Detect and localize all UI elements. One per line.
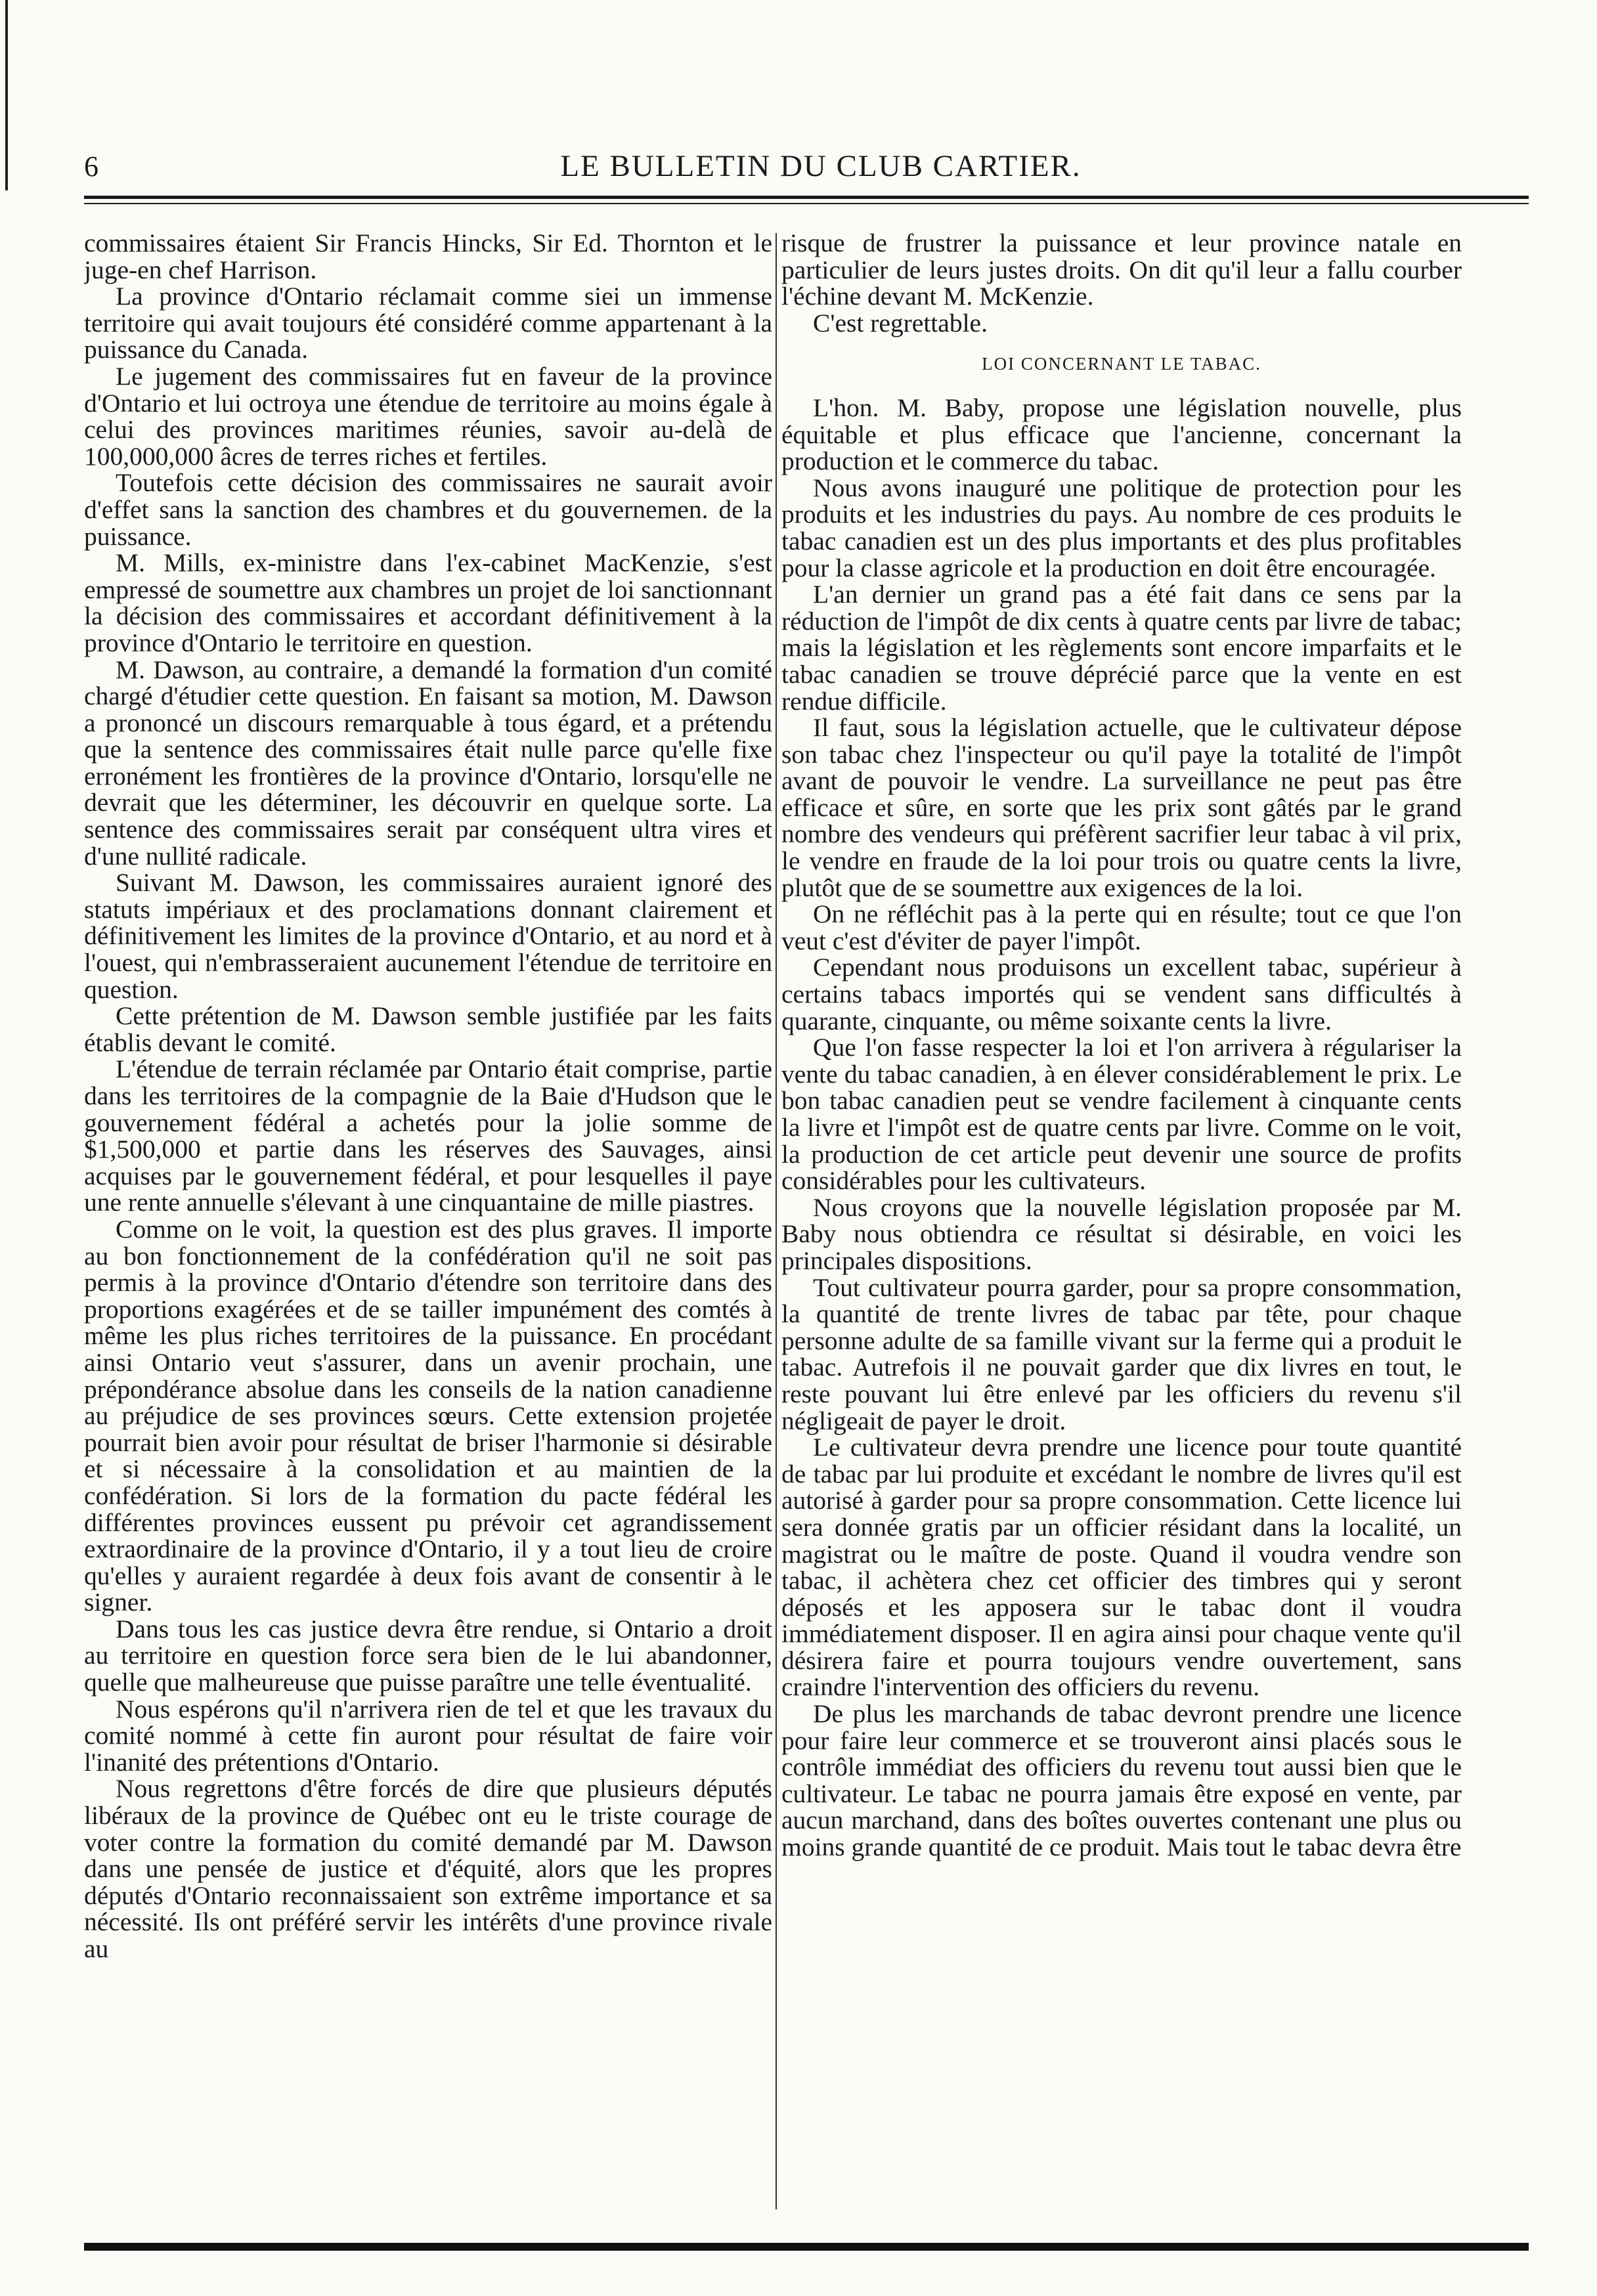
bottom-border [84, 2243, 1529, 2251]
paragraph: Nous croyons que la nouvelle législation proposée par M. Baby nous obtiendra ce résultat si désirable, en voici les principales dispositions. [781, 1192, 1462, 1275]
paragraph: Il faut, sous la législation actuelle, que le cultivateur dépose son tabac chez l'inspecteur ou qu'il paye la totalité de l'impôt avant de pouvoir le vendre. La surveillance ne peut pas être efficace et sûre, en sorte que les prix sont gâtés par le grand nombre des vendeurs qui préfèrent sacrifier leur tabac à vil prix, le vendre en fraude de la loi pour trois ou quatre cents la livre, plutôt que de se soumettre aux exigences de la loi. [781, 713, 1462, 902]
paragraph: L'hon. M. Baby, propose une législation nouvelle, plus équitable et plus efficace que l'ancienne, concernant la production et le commerce du tabac. [781, 393, 1462, 476]
paragraph: L'étendue de terrain réclamée par Ontario était comprise, partie dans les territoires de la compagnie de la Baie d'Hudson que le gouvernement fédéral a achetés pour la jolie somme de $1,500,000 et partie dans les réserves des Sauvages, ainsi acquises par le gouvernement fédéral, et pour lesquelles il paye une rente annuelle s'élevant à une cinquantaine de mille piastres. [84, 1054, 772, 1217]
page-number: 6 [84, 150, 98, 183]
running-title: LE BULLETIN DU CLUB CARTIER. [560, 149, 1082, 183]
paragraph: Nous espérons qu'il n'arrivera rien de tel et que les travaux du comité nommé à cette fin auront pour résultat de faire voir l'inanité des prétentions d'Ontario. [84, 1694, 772, 1777]
paragraph: Que l'on fasse respecter la loi et l'on arrivera à régulariser la vente du tabac canadien, à en élever considérablement le prix. Le bon tabac canadien peut se vendre facilement à cinquante cents la livre et l'impôt est de quatre cents par livre. Comme on le voit, la production de cet article peut devenir une source de profits considérables pour les cultivateurs. [781, 1033, 1462, 1196]
paragraph: Suivant M. Dawson, les commissaires auraient ignoré des statuts impériaux et des proclamations donnant clairement et définitivement les limites de la province d'Ontario, et au nord et à l'ouest, qui n'embrasseraient aucunement l'étendue de territoire en question. [84, 868, 772, 1004]
paragraph: Le jugement des commissaires fut en faveur de la province d'Ontario et lui octroya une étendue de territoire au moins égale à celui des provinces maritimes réunies, savoir au-delà de 100,000,000 âcres de terres riches et fertiles. [84, 361, 772, 471]
paragraph: Toutefois cette décision des commissaires ne saurait avoir d'effet sans la sanction des chambres et du gouvernemen. de la puissance. [84, 468, 772, 551]
paragraph: L'an dernier un grand pas a été fait dans ce sens par la réduction de l'impôt de dix cents à quatre cents par livre de tabac; mais la législation et les règlements sont encore imparfaits et le tabac canadien se trouve déprécié parce que la vente en est rendue difficile. [781, 580, 1462, 716]
paragraph: Nous avons inauguré une politique de protection pour les produits et les industries du pays. Au nombre de ces produits le tabac canadien est un des plus importants et des plus profitables pour la classe agricole et la production en doit être encouragée. [781, 473, 1462, 582]
paragraph: Cependant nous produisons un excellent tabac, supérieur à certains tabacs importés qui se vendent sans difficultés à quarante, cinquante, ou même soixante cents la livre. [781, 953, 1462, 1035]
paragraph: De plus les marchands de tabac devront prendre une licence pour faire leur commerce et se trouveront ainsi placés sous le contrôle immédiat des officiers du revenu tout aussi bien que le cultivateur. Le tabac ne pourra jamais être exposé en vente, par aucun marchand, dans des boîtes ouvertes contenant une plus ou moins grande quantité de ce produit. Mais tout le tabac devra être [781, 1699, 1462, 1862]
paragraph: Dans tous les cas justice devra être rendue, si Ontario a droit au territoire en question force sera bien de le lui abandonner, quelle que malheureuse que puisse paraître une telle éventualité. [84, 1614, 772, 1697]
paragraph: Comme on le voit, la question est des plus graves. Il importe au bon fonctionnement de la confédération qu'il ne soit pas permis à la province d'Ontario d'étendre son territoire dans des proportions exagérées et de se tailler impunément des comtés à même les plus riches territoires de la puissance. En procédant ainsi Ontario veut s'assurer, dans un avenir prochain, une prépondérance absolue dans les conseils de la nation canadienne au préjudice de ses provinces sœurs. Cette extension projetée pourrait bien avoir pour résultat de briser l'harmonie si désirable et si nécessaire à la consolidation et au maintien de la confédération. Si lors de la formation du pacte fédéral les différentes provinces eussent pu prévoir cet agrandissement extraordinaire de la province d'Ontario, il y a tout lieu de croire qu'elles y auraient regardée à deux fois avant de consentir à le signer. [84, 1214, 772, 1617]
paragraph: Nous regrettons d'être forcés de dire que plusieurs députés libéraux de la province de Québec ont eu le triste courage de voter contre la formation du comité demandé par M. Dawson dans une pensée de justice et d'équité, alors que les propres députés d'Ontario reconnaissaient son extrême importance et sa nécessité. Ils ont préféré servir les intérêts d'une province rivale au [84, 1774, 772, 1963]
left-column [84, 230, 772, 2226]
column-divider [776, 233, 777, 2209]
section-heading: LOI CONCERNANT LE TABAC. [982, 354, 1261, 374]
paragraph: On ne réfléchit pas à la perte qui en résulte; tout ce que l'on veut c'est d'éviter de payer l'impôt. [781, 899, 1462, 955]
header-rule [84, 196, 1529, 199]
paragraph: risque de frustrer la puissance et leur province natale en particulier de leurs justes droits. On dit qu'il leur a fallu courber l'échine devant M. McKenzie. [781, 230, 1462, 311]
right-column [781, 230, 1462, 2226]
paragraph: Le cultivateur devra prendre une licence pour toute quantité de tabac par lui produite et excédant le nombre de livres qu'il est autorisé à garder pour sa propre consommation. Cette licence lui sera donnée gratis par un officier résidant dans la localité, un magistrat ou le maître de poste. Quand il voudra vendre son tabac, il achètera chez cet officier des timbres qui y seront déposés et les apposera sur le tabac dont il voudra immédiatement disposer. Il en agira ainsi pour chaque vente qu'il désirera faire et pourra toujours vendre ouvertement, sans craindre l'intervention des officiers du revenu. [781, 1433, 1462, 1702]
paragraph: La province d'Ontario réclamait comme siei un immense territoire qui avait toujours été considéré comme appartenant à la puissance du Canada. [84, 282, 772, 364]
paragraph: M. Mills, ex-ministre dans l'ex-cabinet MacKenzie, s'est empressé de soumettre aux chambres un projet de loi sanctionnant la décision des commissaires et accordant définitivement à la province d'Ontario le territoire en question. [84, 548, 772, 657]
paragraph: M. Dawson, au contraire, a demandé la formation d'un comité chargé d'étudier cette question. En faisant sa motion, M. Dawson a prononcé un discours remarquable à tous égard, et a prétendu que la sentence des commissaires était nulle parce qu'elle fixe erronément les frontières de la province d'Ontario, lorsqu'elle ne devrait que les déterminer, les découvrir en quelque sorte. La sentence des commissaires serait par conséquent ultra vires et d'une nullité radicale. [84, 655, 772, 871]
paragraph: C'est regrettable. [813, 308, 988, 337]
paragraph: Cette prétention de M. Dawson semble justifiée par les faits établis devant le comité. [84, 1001, 772, 1057]
page-edge-rule [5, 0, 8, 190]
paragraph: Tout cultivateur pourra garder, pour sa propre consommation, la quantité de trente livres de tabac par tête, pour chaque personne adulte de sa famille vivant sur la ferme qui a produit le tabac. Autrefois il ne pouvait garder que dix livres en tout, le reste pouvant lui être enlevé par les officiers du revenu s'il négligeait de payer le droit. [781, 1272, 1462, 1435]
header-rule-thin [84, 203, 1529, 204]
paragraph: commissaires étaient Sir Francis Hincks, Sir Ed. Thornton et le juge-en chef Harrison. [84, 230, 772, 284]
